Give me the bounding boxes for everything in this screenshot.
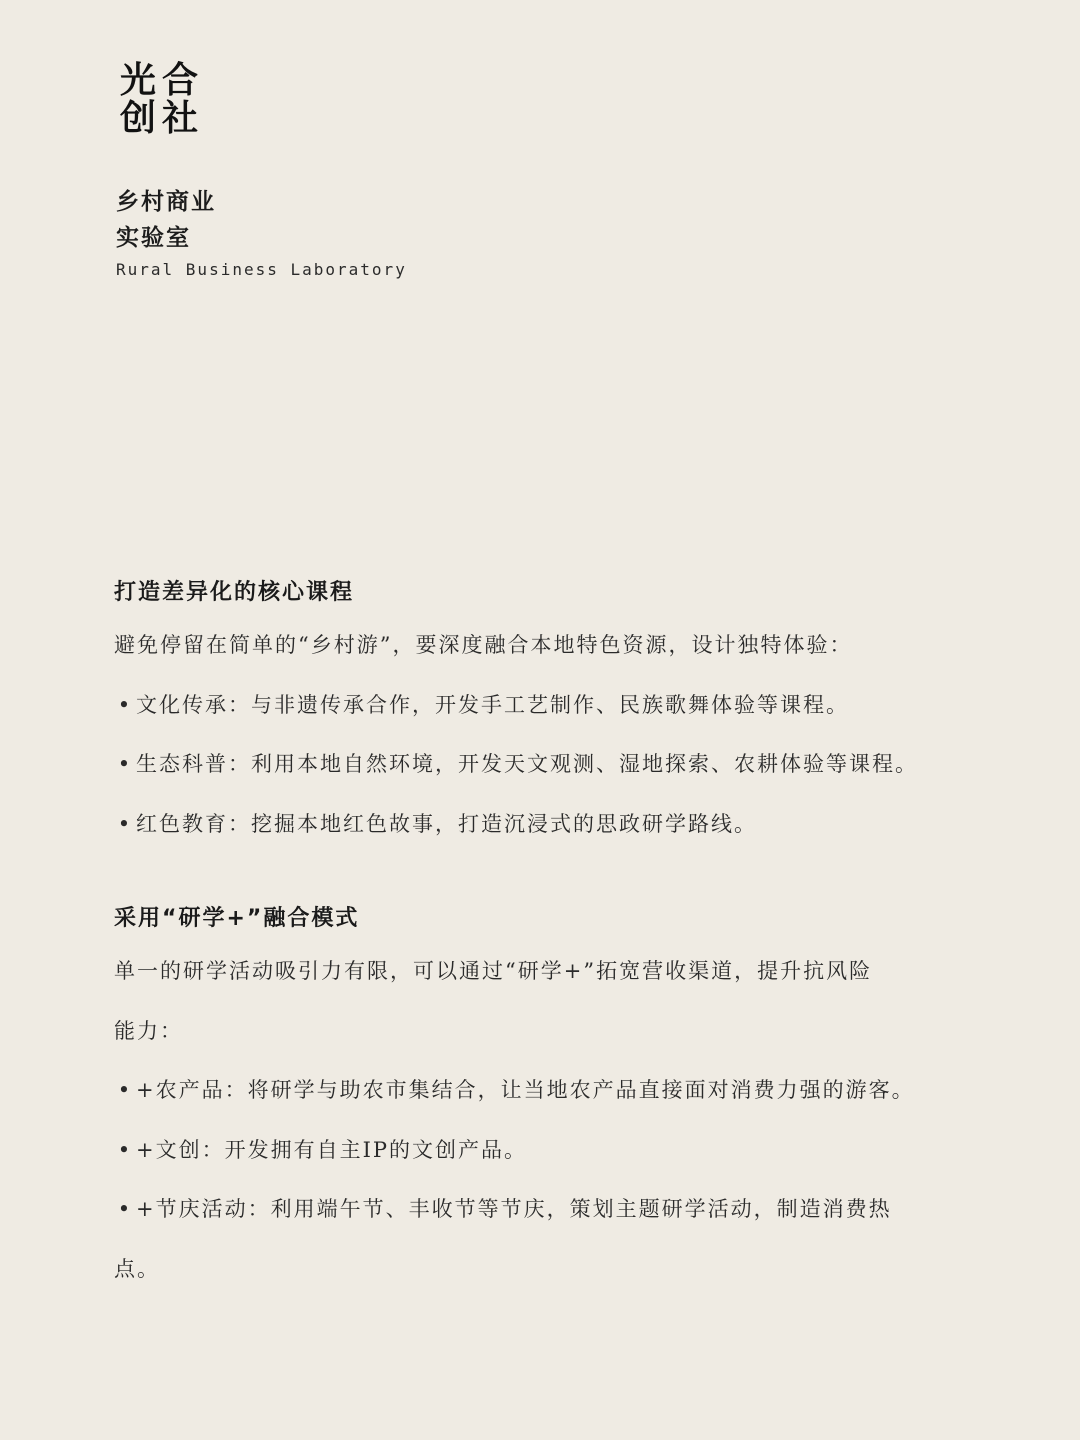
list-item-text: +文创：开发拥有自主IP的文创产品。: [136, 1137, 528, 1162]
list-item: [114, 1180, 1014, 1240]
list-item-text: 红色教育：挖掘本地红色故事，打造沉浸式的思政研学路线。: [136, 811, 757, 836]
list-item-text: 文化传承：与非遗传承合作，开发手工艺制作、民族歌舞体验等课程。: [136, 692, 849, 717]
logo-char-4: 社: [161, 98, 196, 139]
brand-title-line1: 乡村商业: [116, 189, 216, 215]
list-item-text: 生态科普：利用本地自然环境，开发天文观测、湿地探索、农耕体验等课程。: [136, 752, 918, 776]
bullet-icon: •: [117, 752, 133, 776]
logo-char-1: 光: [119, 60, 154, 101]
list-item: [114, 1121, 1014, 1181]
list-item: [114, 1061, 1014, 1121]
bullet-icon: •: [117, 1137, 133, 1162]
section-intro-line: 能力：: [114, 1018, 183, 1043]
bullet-icon: •: [117, 1197, 133, 1221]
brand-logo: [116, 62, 200, 142]
brand-subtitle-english: Rural Business Laboratory: [116, 260, 407, 279]
section-core-courses: [114, 570, 1014, 854]
list-item: [114, 735, 1014, 795]
section-intro: 避免停留在简单的“乡村游”，要深度融合本地特色资源，设计独特体验：: [114, 633, 853, 657]
brand-title-line2: 实验室: [116, 225, 191, 251]
article-content: [114, 570, 1014, 1341]
list-item-text: +节庆活动：利用端午节、丰收节等节庆，策划主题研学活动，制造消费热: [136, 1197, 892, 1221]
section-fusion-model: [114, 896, 1014, 1299]
bullet-icon: •: [117, 811, 133, 836]
logo-char-3: 创: [119, 98, 154, 139]
list-item: [114, 676, 1014, 736]
section-heading: 采用“研学+”融合模式: [114, 906, 360, 931]
logo-char-2: 合: [161, 60, 196, 101]
list-item-text: +农产品：将研学与助农市集结合，让当地农产品直接面对消费力强的游客。: [136, 1078, 915, 1102]
bullet-icon: •: [117, 1078, 133, 1102]
section-intro-line: 单一的研学活动吸引力有限，可以通过“研学+”拓宽营收渠道，提升抗风险: [114, 959, 873, 983]
list-item: [114, 795, 1014, 855]
bullet-icon: •: [117, 692, 133, 717]
section-heading: 打造差异化的核心课程: [114, 580, 355, 605]
list-item-continuation: 点。: [114, 1256, 160, 1281]
brand-title-block: [116, 184, 407, 279]
